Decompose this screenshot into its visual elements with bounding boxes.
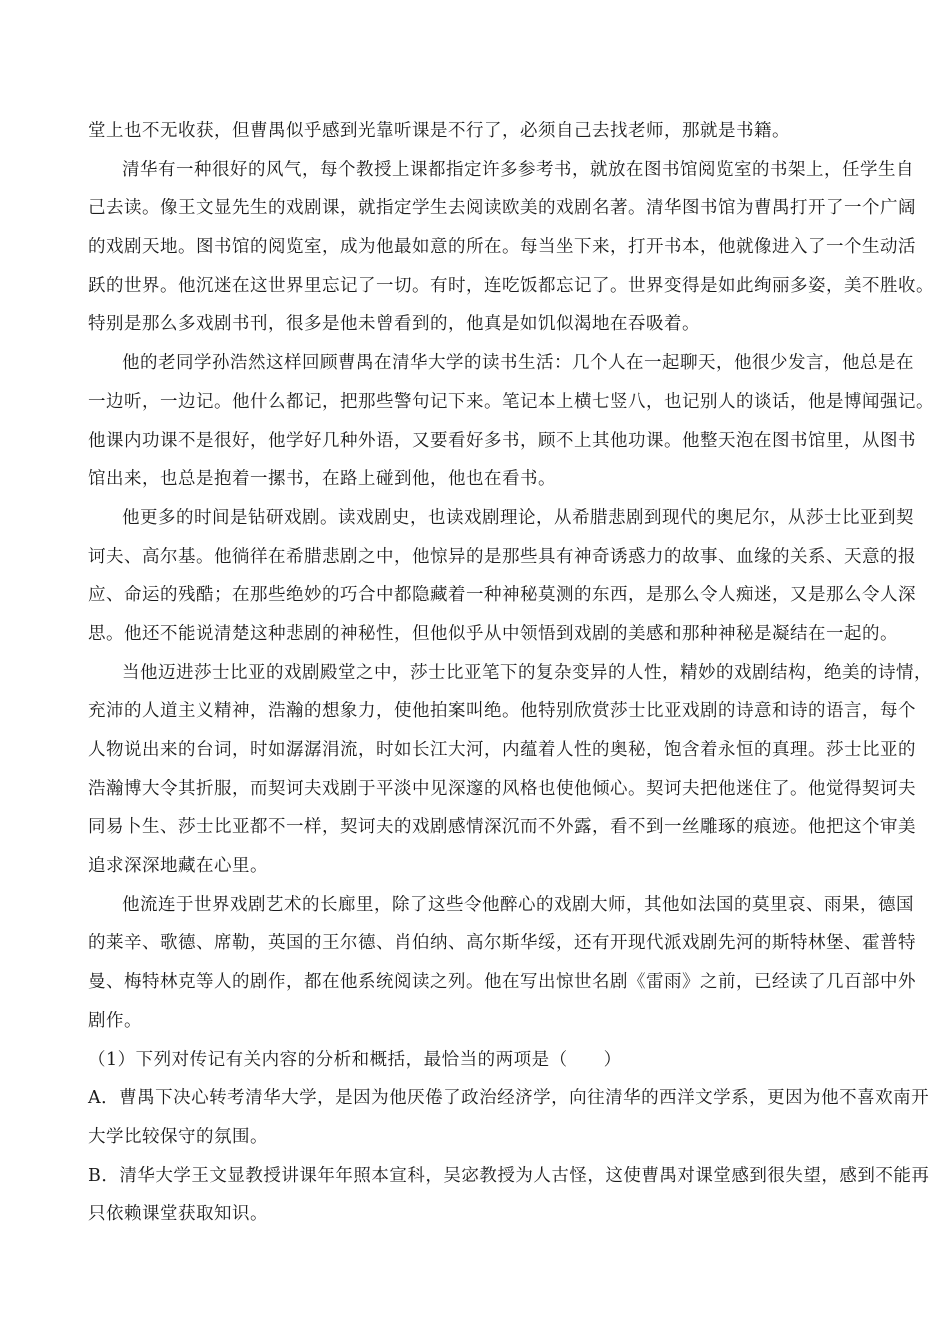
text-line: 充沛的人道主义精神，浩瀚的想象力，使他拍案叫绝。他特别欣赏莎士比亚戏剧的诗意和诗的语言，每个: [88, 701, 916, 722]
text-line: B．清华大学王文显教授讲课年年照本宣科，吴宓教授为人古怪，这使曹禺对课堂感到很失望，感到不能再: [88, 1165, 930, 1186]
text-line: 特别是那么多戏剧书刊，很多是他未曾看到的，他真是如饥似渴地在吞吸着。: [88, 314, 700, 335]
text-line: 馆出来，也总是抱着一摞书，在路上碰到他，他也在看书。: [88, 469, 556, 490]
text-line: 的莱辛、歌德、席勒，英国的王尔德、肖伯纳、高尔斯华绥，还有开现代派戏剧先河的斯特林堡、霍普特: [88, 933, 916, 954]
document-page: [88, 112, 934, 1234]
text-line: 诃夫、高尔基。他徜徉在希腊悲剧之中，他惊异的是那些具有神奇诱惑力的故事、血缘的关系、天意的报: [88, 546, 916, 567]
text-line: 剧作。: [88, 1010, 142, 1031]
text-line: 清华有一种很好的风气，每个教授上课都指定许多参考书，就放在图书馆阅览室的书架上，任学生自: [122, 159, 914, 180]
text-line: 同易卜生、莎士比亚都不一样，契诃夫的戏剧感情深沉而不外露，看不到一丝雕琢的痕迹。他把这个审美: [88, 817, 916, 838]
text-line: A．曹禺下决心转考清华大学，是因为他厌倦了政治经济学，向往清华的西洋文学系，更因为他不喜欢南开: [88, 1088, 930, 1109]
text-line: 当他迈进莎士比亚的戏剧殿堂之中，莎士比亚笔下的复杂变异的人性，精妙的戏剧结构，绝美的诗情，: [122, 662, 932, 683]
text-line: 他流连于世界戏剧艺术的长廊里，除了这些令他醉心的戏剧大师，其他如法国的莫里哀、雨果，德国: [122, 894, 914, 915]
text-line: （1）下列对传记有关内容的分析和概括，最恰当的两项是（ ）: [88, 1049, 622, 1070]
text-line: 追求深深地藏在心里。: [88, 856, 268, 877]
text-line: 己去读。像王文显先生的戏剧课，就指定学生去阅读欧美的戏剧名著。清华图书馆为曹禺打开了一个广阔: [88, 198, 916, 219]
text-line: 应、命运的残酷；在那些绝妙的巧合中都隐藏着一种神秘莫测的东西，是那么令人痴迷，又是那么令人深: [88, 585, 916, 606]
text-line: 他更多的时间是钻研戏剧。读戏剧史，也读戏剧理论，从希腊悲剧到现代的奥尼尔，从莎士比亚到契: [122, 507, 914, 528]
text-line: 只依赖课堂获取知识。: [88, 1204, 268, 1225]
text-line: 浩瀚博大令其折服，而契诃夫戏剧于平淡中见深邃的风格也使他倾心。契诃夫把他迷住了。他觉得契诃夫: [88, 778, 916, 799]
text-line: 堂上也不无收获，但曹禺似乎感到光靠听课是不行了，必须自己去找老师，那就是书籍。: [88, 121, 790, 141]
text-line: 他课内功课不是很好，他学好几种外语，又要看好多书，顾不上其他功课。他整天泡在图书馆里，从图书: [88, 430, 916, 451]
text-line: 跃的世界。他沉迷在这世界里忘记了一切。有时，连吃饭都忘记了。世界变得是如此绚丽多姿，美不胜收。: [88, 275, 934, 296]
text-line: 他的老同学孙浩然这样回顾曹禺在清华大学的读书生活：几个人在一起聊天，他很少发言，他总是在: [122, 353, 914, 374]
text-line: 曼、梅特林克等人的剧作，都在他系统阅读之列。他在写出惊世名剧《雷雨》之前，已经读了几百部中外: [88, 972, 916, 993]
text-line: 大学比较保守的氛围。: [88, 1126, 268, 1147]
text-line: 的戏剧天地。图书馆的阅览室，成为他最如意的所在。每当坐下来，打开书本，他就像进入了一个生动活: [88, 237, 916, 258]
text-line: 人物说出来的台词，时如潺潺涓流，时如长江大河，内蕴着人性的奥秘，饱含着永恒的真理。莎士比亚的: [88, 740, 916, 760]
text-line: 思。他还不能说清楚这种悲剧的神秘性，但他似乎从中领悟到戏剧的美感和那种神秘是凝结在一起的。: [88, 623, 898, 644]
text-line: 一边听，一边记。他什么都记，把那些警句记下来。笔记本上横七竖八，也记别人的谈话，他是博闻强记。: [88, 391, 934, 412]
